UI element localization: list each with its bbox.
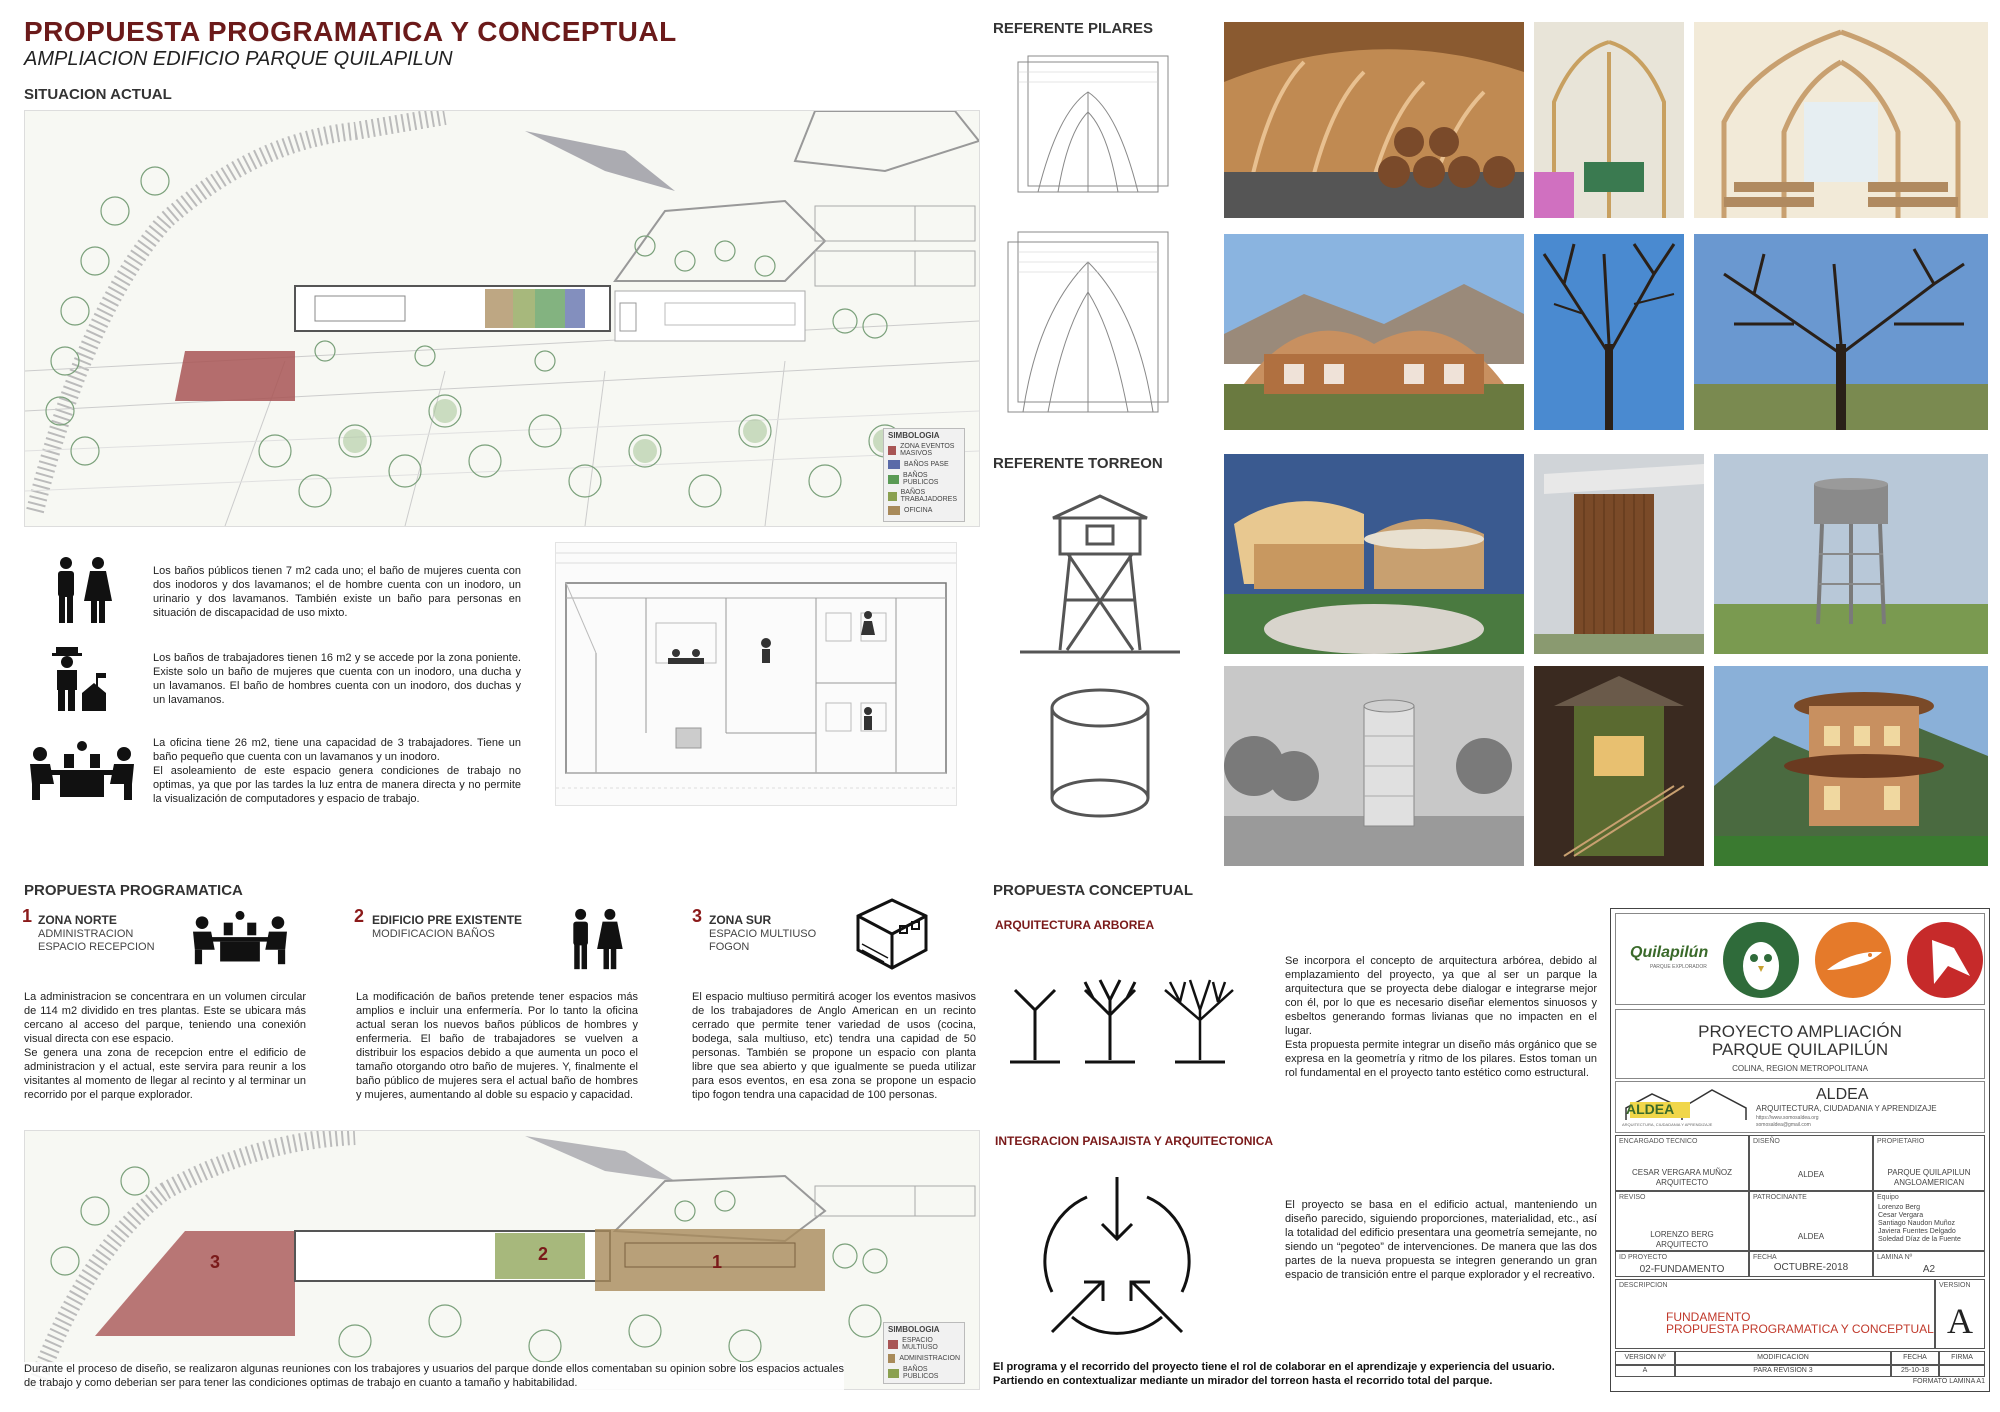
conceptual-text-arborea: Se incorpora el concepto de arquitectura arbórea, debido al emplazamiento del proyecto, ya que al ser un parque la arquitectura que se proyecta debe dialogar e integrarse mejor con él, por lo que es necesario diseñar elementos sinuosos y esbeltos generando formas livianas que no impacten en el lugar. Esta propuesta permite integrar un diseño más orgánico que se expresa en la geometría y ritmo de los pilares. Estos toman un rol fundamental en el proyecto tanto estético como estructural. xyxy=(1285,955,1597,1079)
equipo-label: Equipo xyxy=(1877,1194,1899,1201)
legend-programatica xyxy=(883,1322,965,1384)
reference-photo-winery xyxy=(1224,22,1524,218)
fecha-cell xyxy=(1749,1251,1873,1277)
subheading-integracion: INTEGRACION PAISAJISTA Y ARQUITECTONICA xyxy=(995,1134,1274,1148)
page-title: PROPUESTA PROGRAMATICA Y CONCEPTUAL xyxy=(24,16,677,47)
id-label: ID PROYECTO xyxy=(1619,1254,1668,1261)
photo-image xyxy=(1694,234,1988,430)
office-name: ALDEA xyxy=(1816,1086,1869,1103)
propietario-value: PARQUE QUILAPILUN xyxy=(1887,1168,1971,1177)
situacion-text-oficina: La oficina tiene 26 m2, tiene una capacidad de 3 trabajadores. Tiene un baño pequeño que cuenta con un lavamanos y un inodoro. El asoleamiento de este espacio genera condiciones de trabajo no optimas, ya que por las tardes la luz entra de manera directa y no permite la visualización de computadores y espacio de trabajo. xyxy=(153,737,521,805)
project-location: COLINA, REGION METROPOLITANA xyxy=(1732,1064,1868,1073)
reviso-role: ARQUITECTO xyxy=(1655,1240,1709,1249)
reference-photo-silo xyxy=(1224,666,1524,866)
id-cell xyxy=(1615,1251,1749,1277)
title-block xyxy=(1610,908,1990,1392)
aldea-logo-sub: ARQUITECTURA, CIUDADANIA Y APRENDIZAJE xyxy=(1622,1122,1713,1127)
legend-item xyxy=(888,506,960,515)
lamina-value: A2 xyxy=(1922,1264,1936,1275)
equipo-cell xyxy=(1873,1191,1985,1251)
reference-photo-round-house xyxy=(1714,666,1988,866)
office-description: ARQUITECTURA, CIUDADANIA Y APRENDIZAJE xyxy=(1756,1104,1937,1113)
legend-label: ESPACIO MULTIUSO xyxy=(902,1337,938,1351)
diseno-cell xyxy=(1749,1135,1873,1191)
photo-image xyxy=(1534,22,1684,218)
photo-image xyxy=(1534,234,1684,430)
site-plan-proposal-drawing xyxy=(25,1131,979,1389)
reference-photo-cabin xyxy=(1534,666,1704,866)
aldea-logo-text: ALDEA xyxy=(1626,1101,1675,1117)
descripcion-label: DESCRIPCION xyxy=(1619,1282,1668,1289)
zone-title: ZONA SUR xyxy=(709,913,772,927)
worker-house-icon xyxy=(48,645,110,713)
rev-row-fecha-text: 25-10-18 xyxy=(1900,1367,1930,1374)
photo-image xyxy=(1534,666,1704,866)
patrocinante-cell xyxy=(1749,1191,1873,1251)
restroom-people-icon xyxy=(566,906,630,972)
legend-swatch xyxy=(888,506,900,515)
site-plan-current xyxy=(24,110,980,527)
legend-item xyxy=(888,1354,960,1363)
legend-item xyxy=(888,460,960,469)
equipo-list xyxy=(1878,1204,1961,1244)
zone-title: ZONA NORTE xyxy=(38,913,117,927)
legend-item xyxy=(888,1337,960,1351)
reference-photo-wood-tower xyxy=(1534,454,1704,654)
rev-header-version xyxy=(1615,1351,1675,1365)
page-subtitle: AMPLIACION EDIFICIO PARQUE QUILAPILUN xyxy=(24,48,453,70)
zone-subtitle: MODIFICACION BAÑOS xyxy=(372,928,495,940)
photo-image xyxy=(1224,454,1524,654)
propietario-cell xyxy=(1873,1135,1985,1191)
patrocinante-value: ALDEA xyxy=(1797,1232,1825,1241)
legend-swatch xyxy=(888,492,897,501)
rev-header-mod xyxy=(1675,1351,1891,1365)
reference-photo-water-tower xyxy=(1714,454,1988,654)
office-mail: somosaldea@gmail.com xyxy=(1756,1122,1811,1128)
cube-space-icon xyxy=(854,896,930,972)
reference-photo-oak xyxy=(1694,234,1988,430)
rev-header-firma-text: FIRMA xyxy=(1951,1354,1973,1361)
encargado-label: ENCARGADO TECNICO xyxy=(1619,1138,1698,1145)
conceptual-text-integracion: El proyecto se basa en el edificio actual, manteniendo un diseño parecido, siguiendo proporciones, materialidad, etc., así la totalidad del edificio presentara una geometría semejante, no siendo un “pegoteo” de intervenciones. De manera que las dos partes de la nueva propuesta se integren generando un gran espacio de transición entre el parque explorador y el recreativo. xyxy=(1285,1199,1597,1281)
office-cell xyxy=(1615,1081,1985,1133)
diseno-value: ALDEA xyxy=(1797,1170,1825,1179)
zone-title: EDIFICIO PRE EXISTENTE xyxy=(372,913,523,927)
reference-photo-interior xyxy=(1534,22,1684,218)
lizard-logo-icon xyxy=(1812,920,1894,1000)
reference-photo-chapel xyxy=(1694,22,1988,218)
subheading-arborea: ARQUITECTURA ARBOREA xyxy=(995,918,1155,932)
zone-text: El espacio multiuso permitirá acoger los eventos masivos de los trabajadores de Anglo American en un recinto cerrado que permite tener variedad de usos (cocina, bodega, sala multiuso, etc) tendra una capidad de 50 personas. También se propone un espacio con planta libre que sea abierto y que igualmente se pueda utilizar para esos eventos, en esa zona se propone un espacio tipo fogon tendra una capacidad de 100 personas. xyxy=(692,991,976,1101)
encargado-value: CESAR VERGARA MUÑOZ xyxy=(1631,1168,1732,1177)
footer-note: Durante el proceso de diseño, se realizaron algunas reuniones con los trabajores y usuarios del parque donde ellos comentaban su opinion sobre los espacios actuales de trabajo y como deberian ser para tener las condiciones optimas de trabajo en cuanto a tamaño y habitabilidad. xyxy=(24,1363,844,1389)
floor-plan-drawing xyxy=(556,543,956,805)
quilapilun-logo-sub: PARQUE EXPLORADOR xyxy=(1650,964,1707,970)
legend-swatch xyxy=(888,1340,898,1349)
quilapilun-logo: Quilapilún xyxy=(1630,944,1709,961)
descripcion-line2: PROPUESTA PROGRAMATICA Y CONCEPTUAL xyxy=(1666,1322,1934,1336)
legend-label: BAÑOS PASE xyxy=(904,461,949,468)
floor-plan-current xyxy=(555,542,957,806)
tower-icon xyxy=(1015,490,1185,830)
owl-logo-icon xyxy=(1720,920,1802,1000)
plan-zone-label: 2 xyxy=(538,1244,549,1264)
equipo-member: Soledad Díaz de la Fuente xyxy=(1878,1236,1961,1243)
legend-label: OFICINA xyxy=(904,507,933,514)
zone-text: La modificación de baños pretende tener espacios más amplios e incluir una enfermería. Por lo tanto la oficina actual seran los nuevos baños públicos de hombres y enfermeria. El baño de trabajadores se vuelven a distribuir los espacios debido a que aumenta un poco el tamaño otorgando otro baño de mujeres. Y, finalmente el baño público de mujeres sera el actual baño de hombres y mujeres, aumentando al doble su espacio y capacidad. xyxy=(356,991,638,1101)
photo-image xyxy=(1714,666,1988,866)
version-label: VERSION xyxy=(1939,1282,1971,1289)
reference-photo-tree xyxy=(1534,234,1684,430)
section-heading-referente-torreon: REFERENTE TORREON xyxy=(993,455,1163,472)
legend-item xyxy=(888,472,960,486)
fecha-label: FECHA xyxy=(1753,1254,1777,1261)
photo-image xyxy=(1694,22,1988,218)
legend-label: BAÑOS PUBLICOS xyxy=(903,472,939,486)
diseno-label: DISEÑO xyxy=(1753,1138,1780,1145)
reviso-cell xyxy=(1615,1191,1749,1251)
legend-swatch xyxy=(888,460,900,469)
lamina-label: LAMINA Nº xyxy=(1877,1254,1913,1261)
section-heading-situacion: SITUACION ACTUAL xyxy=(24,86,172,103)
rev-header-mod-text: MODIFICACION xyxy=(1757,1354,1809,1361)
office-meeting-icon xyxy=(26,740,138,802)
reviso-label: REVISO xyxy=(1619,1194,1646,1201)
zone-number: 2 xyxy=(354,906,365,926)
rev-row-fecha xyxy=(1891,1365,1939,1377)
rev-row-version xyxy=(1615,1365,1675,1377)
legend-title: SIMBOLOGIA xyxy=(888,431,940,440)
legend-item xyxy=(888,443,960,457)
rev-header-version-text: VERSION Nº xyxy=(1624,1354,1666,1361)
reference-photo-building-mountains xyxy=(1224,234,1524,430)
legend-item xyxy=(888,489,960,503)
version-cell xyxy=(1935,1279,1985,1349)
legend-label: ZONA EVENTOS MASIVOS xyxy=(900,443,955,457)
section-heading-referente-pilares: REFERENTE PILARES xyxy=(993,20,1154,37)
fox-logo-icon xyxy=(1904,920,1986,1000)
section-heading-programatica: PROPUESTA PROGRAMATICA xyxy=(24,882,243,899)
legend-swatch xyxy=(888,1354,895,1363)
rev-row-mod xyxy=(1675,1365,1891,1377)
site-plan-proposal xyxy=(24,1130,980,1390)
situacion-text-publicos: Los baños públicos tienen 7 m2 cada uno; el baño de mujeres cuenta con dos inodoros y dos lavamanos; el de hombre cuenta con un inodoro, un urinario y dos lavamanos. También existe un baño para personas en situación de discapacidad de uso mixto. xyxy=(153,565,521,619)
legend-item xyxy=(888,1366,960,1380)
encargado-role: ARQUITECTO xyxy=(1655,1178,1709,1187)
encargado-cell xyxy=(1615,1135,1749,1191)
project-name-line2: PARQUE QUILAPILÚN xyxy=(1711,1040,1889,1059)
section-heading-conceptual: PROPUESTA CONCEPTUAL xyxy=(993,882,1194,899)
rev-row-mod-text: PARA REVISION 3 xyxy=(1753,1367,1813,1374)
equipo-member: Santiago Naudon Muñoz xyxy=(1878,1220,1956,1227)
integration-arrows-icon xyxy=(1032,1172,1202,1342)
photo-image xyxy=(1714,454,1988,654)
formato-label: FORMATO LAMINA A1 xyxy=(1912,1378,1985,1385)
photo-image xyxy=(1224,234,1524,430)
plan-zone-label: 3 xyxy=(210,1252,221,1272)
rev-row-firma xyxy=(1939,1365,1985,1377)
restroom-people-icon xyxy=(50,555,120,625)
equipo-member: Javiera Fuentes Delgado xyxy=(1878,1228,1956,1235)
pillars-sketch xyxy=(998,52,1178,422)
legend-label: BAÑOS TRABAJADORES xyxy=(900,489,958,503)
logos-row xyxy=(1615,913,1985,1005)
reference-photo-curved-house xyxy=(1224,454,1524,654)
rev-header-fecha-text: FECHA xyxy=(1903,1354,1927,1361)
fecha-value: OCTUBRE-2018 xyxy=(1773,1262,1849,1273)
lamina-cell xyxy=(1873,1251,1985,1277)
zone-subtitle: ESPACIO MULTIUSO FOGON xyxy=(709,928,817,953)
legend-swatch xyxy=(888,1369,899,1378)
conceptual-closing: El programa y el recorrido del proyecto tiene el rol de colaborar en el aprendizaje y experiencia del usuario. Partiendo en contextualizar mediante un mirador del torreon hasta el recorrido total del parque. xyxy=(993,1361,1555,1387)
site-plan-drawing xyxy=(25,111,979,526)
photo-image xyxy=(1224,666,1524,866)
zone-number: 1 xyxy=(22,906,33,926)
situacion-text-trabajadores: Los baños de trabajadores tienen 16 m2 y se accede por la zona poniente. Existe solo un baño de mujeres que cuenta con un inodoro, una ducha y un lavamanos. El baño de hombres cuenta con un inodoro, dos duchas y un lavamanos. xyxy=(153,652,521,706)
legend-swatch xyxy=(888,446,896,455)
rev-header-fecha xyxy=(1891,1351,1939,1365)
propietario-value2: ANGLOAMERICAN xyxy=(1893,1178,1965,1187)
zone-subtitle: ADMINISTRACION ESPACIO RECEPCION xyxy=(38,928,155,953)
patrocinante-label: PATROCINANTE xyxy=(1753,1194,1807,1201)
reviso-value: LORENZO BERG xyxy=(1650,1230,1714,1239)
legend-title: SIMBOLOGIA xyxy=(888,1325,940,1334)
photo-image xyxy=(1224,22,1524,218)
office-web: https://www.somosaldea.org xyxy=(1756,1115,1819,1121)
descripcion-line1: FUNDAMENTO xyxy=(1666,1310,1751,1324)
legend-swatch xyxy=(888,475,899,484)
legend-label: BAÑOS PUBLICOS xyxy=(903,1366,939,1380)
tree-columns-diagram xyxy=(1005,970,1235,1070)
rev-header-firma xyxy=(1939,1351,1985,1365)
zone-number: 3 xyxy=(692,906,703,926)
equipo-member: Cesar Vergara xyxy=(1878,1212,1924,1219)
version-letter: A xyxy=(1947,1301,1973,1341)
project-name-line1: PROYECTO AMPLIACIÓN xyxy=(1698,1022,1902,1041)
rev-row-version-text: A xyxy=(1642,1367,1648,1374)
legend-situacion xyxy=(883,428,965,522)
id-value: 02-FUNDAMENTO xyxy=(1639,1264,1725,1275)
propietario-label: PROPIETARIO xyxy=(1877,1138,1925,1145)
descripcion-cell xyxy=(1615,1279,1935,1349)
legend-label: ADMINISTRACION xyxy=(899,1355,960,1362)
equipo-member: Lorenzo Berg xyxy=(1878,1204,1921,1211)
office-meeting-icon xyxy=(186,910,294,966)
zone-text: La administracion se concentrara en un volumen circular de 114 m2 dividido en tres plantas. Este se ubicara más cercano al acceso del parque, teniendo una conexión visual directa con ese espacio. Se genera una zona de recepcion entre el edificio de administracion y el actual, este servira para reunir a los visitantes al momento de llegar al recinto y al terminar un recorrido por el parque explorador. xyxy=(24,991,306,1101)
plan-zone-label: 1 xyxy=(712,1252,723,1272)
project-name-cell xyxy=(1615,1009,1985,1079)
photo-image xyxy=(1534,454,1704,654)
